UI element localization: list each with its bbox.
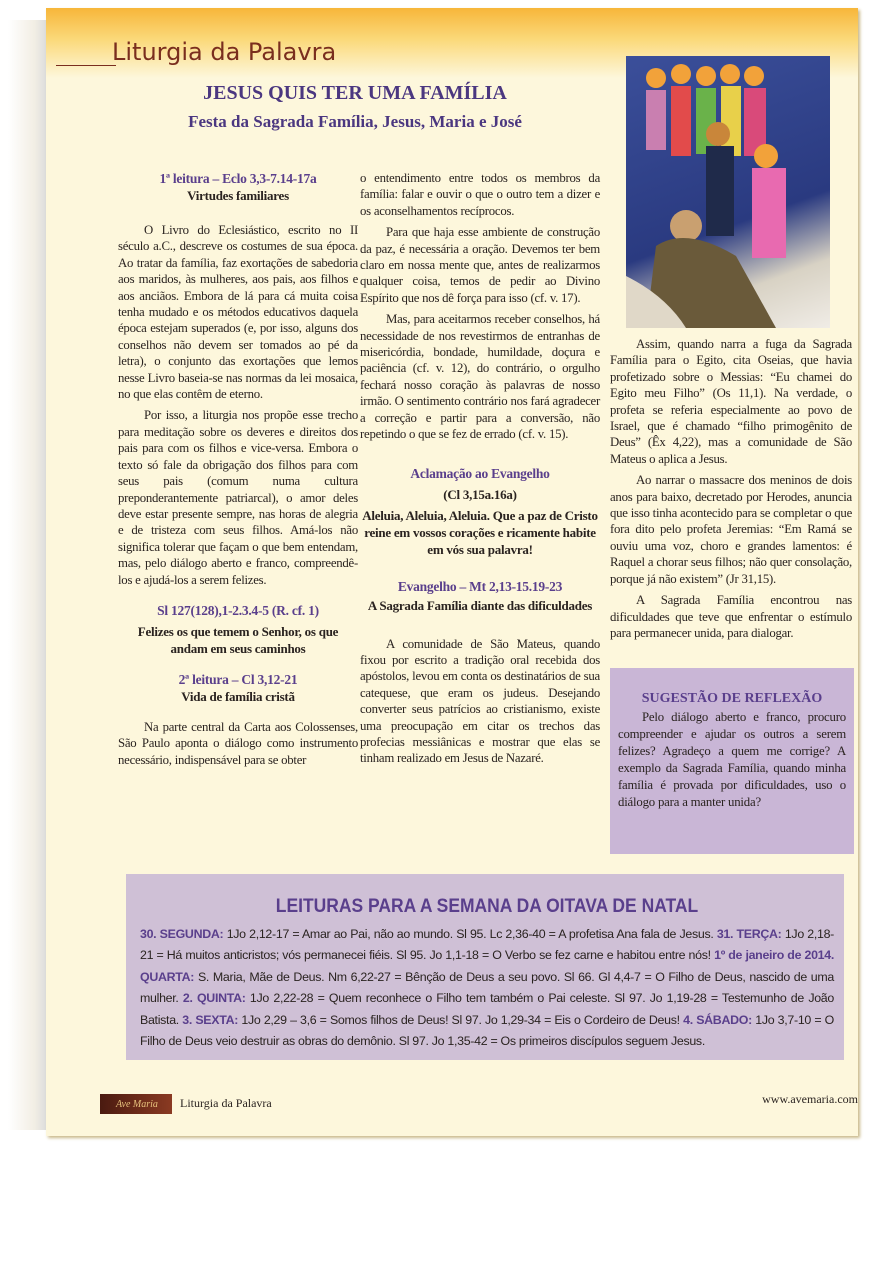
paragraph: Ao narrar o massacre dos meninos de dois anos para baixo, decretado por Herodes, anuncia que isso tinha acontecido para se completar o que fora dito pelo profeta Jeremias: “Em Ramá se ouviu uma voz, choro e grandes lamentos: é Raquel a chorar seus filhos; não quer consolação, porque já não existem” (Jr 31,15). [610, 473, 852, 586]
day-readings: 1Jo 2,18-21 = Há muitos anticristos; vós permanecei fiéis. Sl 95. Jo 1,1-18 = O Verbo se fez carne e habitou entre nós! [140, 927, 834, 963]
day-label: 4. SÁBADO: [683, 1012, 752, 1027]
magazine-logo: Ave Maria [100, 1094, 172, 1114]
gospel-ref: Evangelho – Mt 2,13-15.19-23 [397, 578, 563, 594]
day-readings: 1Jo 2,22-28 = Quem reconhece o Filho tem também o Pai celeste. Sl 97. Jo 1,19-28 = Testemunho de João Batista. [140, 991, 834, 1027]
day-readings: 1Jo 3,7-10 = O Filho de Deus veio destruir as obras do demônio. Sl 97. Jo 1,35-42 = Os primeiros discípulos seguem Jesus. [140, 1012, 834, 1049]
reading2-ref: 2ª leitura – Cl 3,12-21 [178, 671, 298, 687]
reflection-title: SUGESTÃO DE REFLEXÃO [641, 691, 823, 706]
paragraph: O Livro do Eclesiástico, escrito no II século a.C., descreve os costumes de sua época. Ao tratar da família, faz exortações de sabedoria aos maridos, às mulheres, aos pais, aos filhos e aos anciãos. Embora de lá para cá muita coisa tenha mudado e os métodos educativos daquela época estejam superados (e, por isso, alguns dos conselhos não devem ser tomados ao pé da letra), o conjunto das exortações que lemos nesse Livro baseia-se nas normas da lei mosaica, no que elas contêm de eterno. [118, 223, 358, 402]
paragraph: Por isso, a liturgia nos propõe esse trecho para meditação sobre os deveres e direitos dos pais para com os filhos e vice-versa. Embora o texto só fale da obrigação dos filhos para com seus pais (comum numa cultura preponderantemente patriarcal), o amor deles deve estar presente sempre, nas horas de alegria e de tristeza com seus filhos. Amá-los não significa tolerar que façam o que bem entendam, mas, pelo diálogo aberto e franco, compreendê-los e ajudá-los a serem felizes. [118, 408, 358, 587]
psalm-text: Felizes os que temem o Senhor, os que andam em seus caminhos [137, 623, 339, 656]
day-label: 2. QUINTA: [182, 991, 246, 1006]
paragraph: Para que haja esse ambiente de construção da paz, é necessária a oração. Devemos ter bem claro em nossa mente que, antes de realizarmos qualquer coisa, temos de pedir ao Divino Espírito que nos dê força para isso (cf. v. 17). [360, 225, 600, 305]
reflection-box [610, 668, 854, 854]
column-3 [610, 336, 852, 641]
weekly-readings-box [126, 874, 844, 1060]
psalm-ref: Sl 127(128),1-2.3.4-5 (R. cf. 1) [157, 602, 319, 618]
acclamation-title: Aclamação ao Evangelho [410, 465, 550, 481]
reading1-title: Virtudes familiares [187, 188, 289, 203]
header-rule [56, 65, 116, 66]
acclamation-text: Aleluia, Aleluia, Aleluia. Que a paz de Cristo reine em vossos corações e ricamente habite em vós sua palavra! [362, 507, 598, 557]
reading1-ref: 1ª leitura – Eclo 3,3-7.14-17a [159, 171, 317, 186]
gospel-title: A Sagrada Família diante das dificuldades [367, 597, 593, 613]
acclamation-ref: (Cl 3,15a.16a) [443, 486, 517, 502]
day-label: 31. TERÇA: [716, 927, 782, 941]
day-label: 30. SEGUNDA: [140, 927, 224, 941]
column-2 [360, 170, 600, 767]
page-title: JESUS QUIS TER UMA FAMÍLIA [203, 82, 507, 104]
reading2-title: Vida de família cristã [181, 688, 295, 704]
illustration-art [626, 56, 830, 328]
footer-section: Liturgia da Palavra [180, 1096, 272, 1110]
footer-url: www.avemaria.com [762, 1092, 858, 1106]
holy-family-illustration [626, 56, 830, 328]
weekly-readings-text [140, 924, 834, 1052]
paragraph: A comunidade de São Mateus, quando fixou por escrito a tradição oral recebida dos apóstolos, levou em conta os destinatários de sua catequese, que eram os judeus. Desejando converter seus patrícios ao cristianismo, existe uma preocupação em citar os trechos das profecias messiânicas e mostrar que elas se tinham realizado em Jesus de Nazaré. [360, 636, 600, 766]
weekly-readings-title: LEITURAS PARA A SEMANA DA OITAVA DE NATAL [275, 896, 699, 917]
day-readings: S. Maria, Mãe de Deus. Nm 6,22-27 = Bênção de Deus a seu povo. Sl 66. Gl 4,4-7 = O Filho de Deus, nascido de uma mulher. [140, 969, 834, 1006]
column-1 [118, 170, 358, 768]
day-readings: 1Jo 2,12-17 = Amar ao Pai, não ao mundo. Sl 95. Lc 2,36-40 = A profetisa Ana fala de Jesus. [223, 927, 717, 941]
paragraph: Na parte central da Carta aos Colossenses, São Paulo aponta o diálogo como instrumento necessário, indispensável para se obter [118, 719, 358, 767]
paragraph: Assim, quando narra a fuga da Sagrada Família para o Egito, cita Oseias, que havia profetizado sobre o Messias: “Eu chamei do Egito meu Filho” (Os 11,1). Na verdade, o profeta se referia especialmente ao povo de Israel, que é chamado “filho primogênito de Deus” (Êx 4,22), mas a comunidade de São Mateus o aplica a Jesus. [610, 337, 852, 466]
day-label: 3. SEXTA: [182, 1012, 239, 1027]
day-label: 1º de janeiro de 2014. QUARTA: [140, 948, 834, 984]
page-subtitle: Festa da Sagrada Família, Jesus, Maria e José [188, 112, 522, 131]
section-title: Liturgia da Palavra [112, 38, 337, 66]
footer [100, 1094, 858, 1116]
paragraph: o entendimento entre todos os membros da família: falar e ouvir o que o outro tem a dizer e os aconselhamentos recíprocos. [360, 171, 600, 218]
paragraph: Mas, para aceitarmos receber conselhos, há necessidade de nos revestirmos de entranhas de misericórdia, bondade, humildade, doçura e paciência (cf. v. 12), do contrário, o orgulho fechará nosso coração às palavras de nosso irmão. O sentimento contrário nos fará agradecer a correção e partir para a conversão, não repetindo o que se fez de errado (cf. v. 15). [360, 312, 600, 442]
day-readings: 1Jo 2,29 – 3,6 = Somos filhos de Deus! Sl 97. Jo 1,29-34 = Eis o Cordeiro de Deus! [238, 1012, 684, 1027]
previous-page-edge [8, 20, 46, 1130]
paragraph: A Sagrada Família encontrou nas dificuldades que teve que enfrentar o estímulo para permanecer unida, para dialogar. [610, 593, 852, 640]
reflection-text: Pelo diálogo aberto e franco, procuro compreender e ajudar os outros a serem felizes? Agradeço a quem me corrige? A exemplo da Sagrada Família, quando minha família é provada por dificuldades, uso o diálogo para a manter unida? [618, 710, 846, 809]
